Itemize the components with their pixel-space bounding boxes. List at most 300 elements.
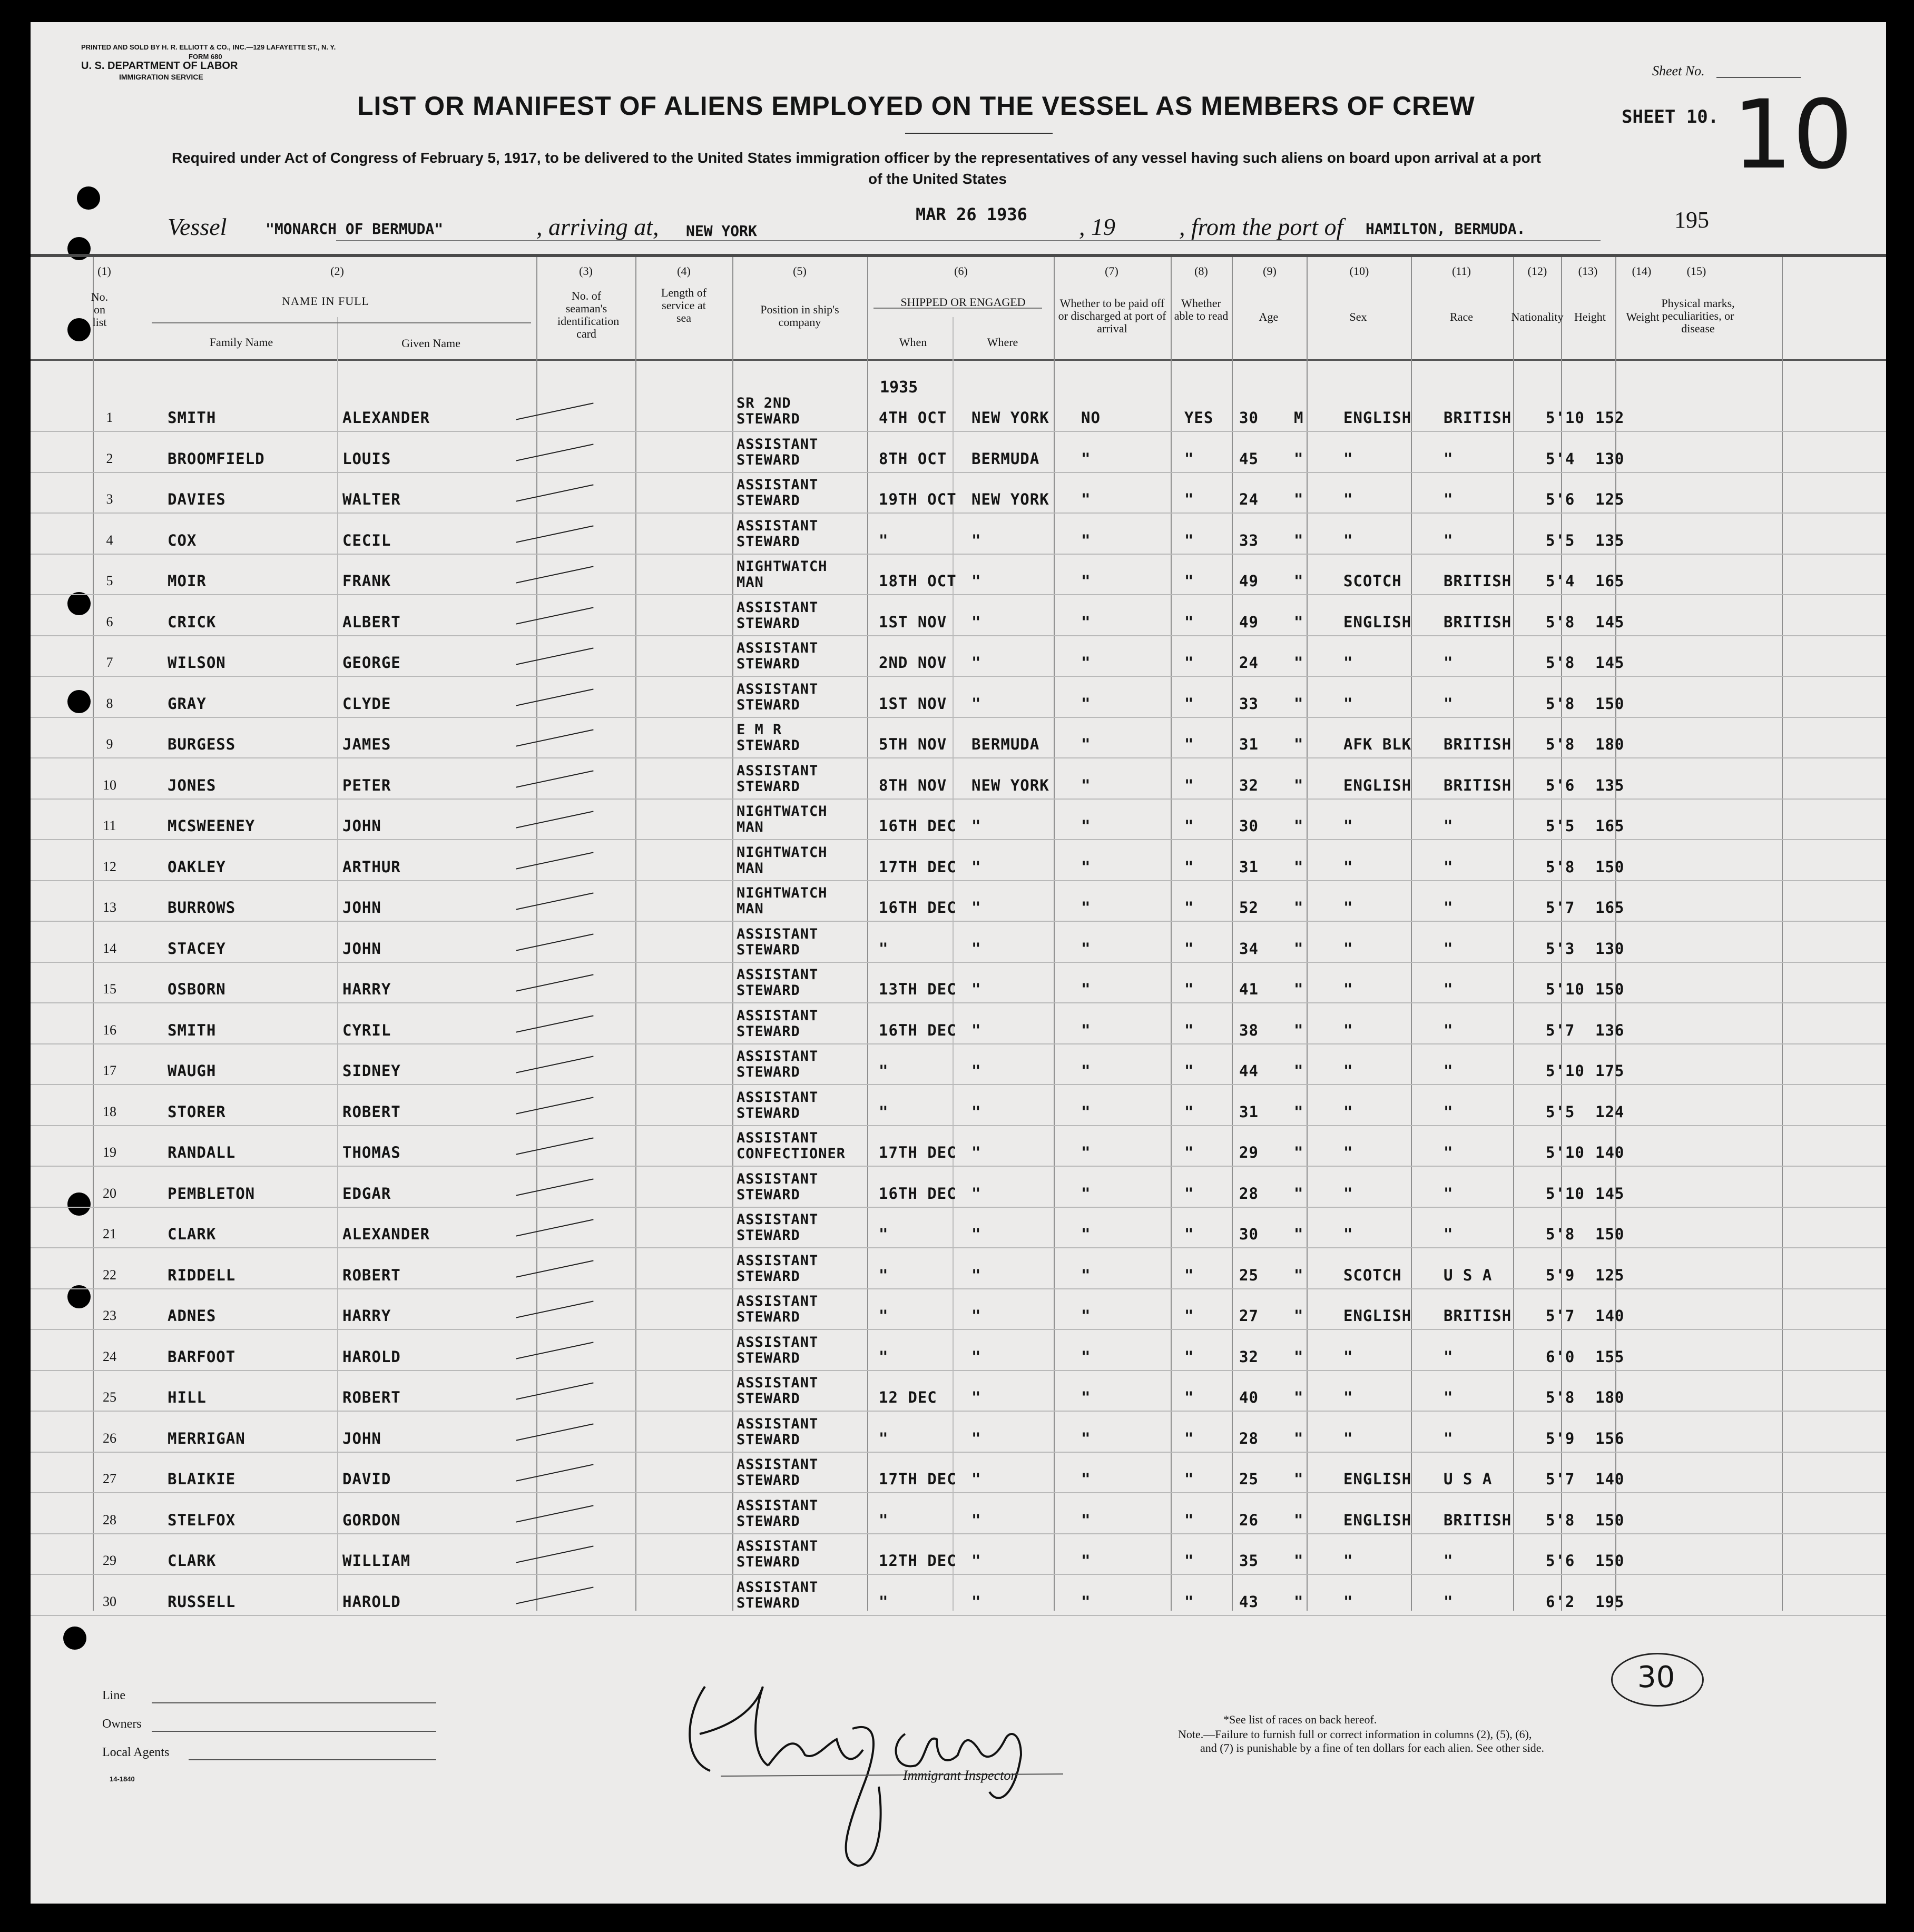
age: 49 [1239, 572, 1259, 590]
paid-off: " [1081, 1307, 1091, 1325]
row-rule [31, 1166, 1886, 1167]
row-number: 4 [106, 532, 113, 548]
race: " [1343, 899, 1353, 916]
race: ENGLISH [1343, 1307, 1412, 1325]
shipped-where: " [971, 1021, 981, 1039]
shipped-where: " [971, 980, 981, 998]
col-num-11: (11) [1452, 264, 1471, 278]
race: " [1343, 980, 1353, 998]
nationality: " [1444, 817, 1454, 835]
sex: " [1294, 817, 1304, 835]
shipped-when: " [879, 1347, 889, 1366]
height: 5'5 [1546, 817, 1575, 835]
age: 24 [1239, 654, 1259, 672]
paid-off: " [1081, 857, 1091, 876]
shipped-when: 17TH DEC [879, 857, 957, 876]
row-rule [31, 962, 1886, 963]
header-position: Position in ship's company [760, 303, 839, 329]
position-line1: ASSISTANT [737, 640, 819, 656]
able-to-read: " [1184, 531, 1194, 549]
row-rule [31, 1615, 1886, 1616]
race: " [1343, 1102, 1353, 1121]
col-divider [536, 257, 537, 1611]
age: 31 [1239, 735, 1259, 753]
row-number: 21 [103, 1226, 116, 1241]
nationality: BRITISH [1444, 776, 1512, 794]
local-agents-label: Local Agents [102, 1746, 170, 1759]
shipped-when: " [879, 939, 889, 958]
weight: 140 [1595, 1144, 1625, 1161]
year-note: 1935 [880, 378, 918, 397]
shipped-where: " [971, 1511, 981, 1529]
height: 5'8 [1546, 857, 1575, 876]
family-name: RANDALL [168, 1144, 236, 1161]
nationality: " [1444, 1592, 1454, 1611]
height: 5'10 [1546, 1062, 1585, 1080]
paid-off: " [1081, 817, 1091, 835]
shipped-where: " [971, 694, 981, 713]
able-to-read: " [1184, 980, 1194, 998]
paid-off: " [1081, 939, 1091, 958]
row-rule [31, 1207, 1886, 1208]
position-line1: ASSISTANT [737, 1211, 819, 1228]
able-to-read: " [1184, 449, 1194, 468]
shipped-when: 16TH DEC [879, 1184, 957, 1202]
given-name: HARRY [342, 980, 391, 998]
weight: 165 [1595, 817, 1625, 835]
row-number: 20 [103, 1185, 116, 1201]
department-name: U. S. DEPARTMENT OF LABOR [81, 60, 238, 72]
row-rule [31, 1492, 1886, 1493]
family-name: SMITH [168, 409, 217, 427]
position-line2: STEWARD [737, 533, 800, 550]
nationality: " [1444, 1102, 1454, 1121]
position-line2: STEWARD [737, 1105, 800, 1121]
paid-off: " [1081, 1511, 1091, 1529]
shipped-where: " [971, 654, 981, 672]
row-rule [31, 839, 1886, 840]
row-number: 11 [103, 818, 116, 833]
sex: " [1294, 1388, 1304, 1406]
given-name: CYRIL [342, 1021, 391, 1039]
row-rule [31, 554, 1886, 555]
col-num-1: (1) [97, 264, 111, 278]
race: " [1343, 1552, 1353, 1570]
paid-off: " [1081, 1225, 1091, 1243]
row-rule [31, 799, 1886, 800]
position-line1: ASSISTANT [737, 1375, 819, 1391]
sex: " [1294, 980, 1304, 998]
given-name: ALEXANDER [342, 409, 430, 427]
shipped-where: " [971, 939, 981, 958]
race: " [1343, 531, 1353, 549]
position-line2: STEWARD [737, 615, 800, 632]
header-able-read: Whether able to read [1174, 297, 1229, 322]
weight: 130 [1595, 939, 1625, 958]
id-card-dash-mark [516, 688, 593, 706]
weight: 150 [1595, 1511, 1625, 1529]
sheet-handwritten: 10 [1732, 80, 1853, 190]
sex: " [1294, 1266, 1304, 1284]
id-card-dash-mark [516, 852, 593, 869]
position-line1: NIGHTWATCH [737, 844, 828, 861]
family-name: CRICK [168, 613, 217, 631]
position-line1: E M R [737, 722, 782, 738]
able-to-read: " [1184, 1266, 1194, 1284]
position-line2: STEWARD [737, 1391, 800, 1407]
sex: " [1294, 1021, 1304, 1039]
sex: " [1294, 1429, 1304, 1447]
family-name: COX [168, 531, 197, 549]
age: 24 [1239, 490, 1259, 508]
weight: 145 [1595, 613, 1625, 631]
departure-port: HAMILTON, BERMUDA. [1366, 220, 1526, 238]
shipped-where: " [971, 613, 981, 631]
position-line2: STEWARD [737, 1064, 800, 1080]
family-name: OSBORN [168, 980, 226, 998]
col-divider [1232, 257, 1233, 1611]
shipped-where: NEW YORK [971, 409, 1049, 427]
position-line1: ASSISTANT [737, 762, 819, 779]
shipped-when: 16TH DEC [879, 899, 957, 916]
position-line2: STEWARD [737, 1349, 800, 1366]
shipped-when: 8TH OCT [879, 449, 947, 468]
shipped-when: 18TH OCT [879, 572, 957, 590]
row-rule [31, 635, 1886, 636]
id-card-dash-mark [516, 484, 593, 501]
age: 30 [1239, 817, 1259, 835]
immigrant-inspector-label: Immigrant Inspector [903, 1768, 1016, 1783]
nationality: " [1444, 939, 1454, 958]
sheet-no-label: Sheet No. [1652, 63, 1705, 78]
row-number: 30 [103, 1593, 116, 1609]
row-number: 13 [103, 900, 116, 915]
arriving-label: , arriving at, [536, 213, 659, 240]
paid-off: " [1081, 1144, 1091, 1161]
penalty-note-line2: and (7) is punishable by a fine of ten dollars for each alien. See other side. [1200, 1741, 1545, 1754]
weight: 130 [1595, 449, 1625, 468]
col-divider [732, 257, 733, 1611]
position-line2: CONFECTIONER [737, 1146, 846, 1162]
row-rule [31, 1574, 1886, 1575]
age: 25 [1239, 1266, 1259, 1284]
date-stamp: MAR 26 1936 [916, 204, 1027, 224]
age: 31 [1239, 1102, 1259, 1121]
height: 5'8 [1546, 613, 1575, 631]
arriving-port: NEW YORK [686, 222, 757, 240]
family-name: BLAIKIE [168, 1470, 236, 1488]
col-num-2: (2) [330, 264, 344, 278]
col-num-15: (15) [1686, 264, 1706, 278]
nationality: " [1444, 654, 1454, 672]
able-to-read: " [1184, 1307, 1194, 1325]
subtitle-line1: Required under Act of Congress of February 5, 1917, to be delivered to the United States immigration officer by the representatives of any vessel having such aliens on board upon arrival at a port [172, 150, 1541, 166]
page-title: LIST OR MANIFEST OF ALIENS EMPLOYED ON THE VESSEL AS MEMBERS OF CREW [357, 91, 1475, 121]
header-bottom-rule [31, 359, 1886, 361]
row-number: 2 [106, 450, 113, 466]
height: 5'8 [1546, 654, 1575, 672]
height: 6'0 [1546, 1347, 1575, 1366]
position-line2: STEWARD [737, 1309, 800, 1325]
position-line1: ASSISTANT [737, 925, 819, 942]
row-rule [31, 1002, 1886, 1003]
header-shipped: SHIPPED OR ENGAGED [900, 295, 1026, 309]
given-name: JOHN [342, 939, 381, 958]
sheet-no-rule [1716, 77, 1801, 78]
given-name: ROBERT [342, 1266, 401, 1284]
col-num-10: (10) [1349, 264, 1369, 278]
given-name: ROBERT [342, 1388, 401, 1406]
col-divider [1513, 257, 1514, 1611]
family-name: MOIR [168, 572, 207, 590]
from-port-label: , from the port of [1179, 213, 1343, 240]
row-number: 19 [103, 1145, 116, 1160]
race: " [1343, 1144, 1353, 1161]
weight: 150 [1595, 694, 1625, 713]
family-name: BURROWS [168, 899, 236, 916]
form-number: FORM 680 [189, 53, 222, 61]
nationality: " [1444, 449, 1454, 468]
shipped-where: " [971, 1307, 981, 1325]
id-card-dash-mark [516, 1097, 593, 1114]
position-line2: STEWARD [737, 411, 800, 427]
nationality: " [1444, 1062, 1454, 1080]
sex: " [1294, 572, 1304, 590]
height: 5'5 [1546, 1102, 1575, 1121]
row-number: 23 [103, 1308, 116, 1323]
shipped-where: " [971, 1470, 981, 1488]
height: 5'7 [1546, 1021, 1575, 1039]
row-number: 16 [103, 1022, 116, 1038]
position-line2: STEWARD [737, 696, 800, 713]
nationality: BRITISH [1444, 1307, 1512, 1325]
col-num-6: (6) [954, 264, 968, 278]
position-line1: ASSISTANT [737, 1089, 819, 1106]
line-label: Line [102, 1689, 125, 1702]
race: " [1343, 1592, 1353, 1611]
owners-label: Owners [102, 1717, 142, 1731]
shipped-when: " [879, 1062, 889, 1080]
nationality: BRITISH [1444, 735, 1512, 753]
nationality: " [1444, 980, 1454, 998]
paid-off: " [1081, 449, 1091, 468]
given-name: SIDNEY [342, 1062, 401, 1080]
family-name: CLARK [168, 1225, 217, 1243]
nationality: " [1444, 857, 1454, 876]
sex: " [1294, 1062, 1304, 1080]
row-rule [31, 594, 1886, 595]
punch-hole [67, 690, 91, 713]
nationality: " [1444, 531, 1454, 549]
shipped-where: " [971, 572, 981, 590]
able-to-read: " [1184, 490, 1194, 508]
age: 28 [1239, 1184, 1259, 1202]
race: SCOTCH [1343, 572, 1402, 590]
id-card-dash-mark [516, 892, 593, 910]
given-name: GEORGE [342, 654, 401, 672]
shipped-when: 13TH DEC [879, 980, 957, 998]
shipped-when: " [879, 1429, 889, 1447]
shipped-when: " [879, 1592, 889, 1611]
sheet-typed: SHEET 10. [1622, 106, 1719, 127]
id-card-dash-mark [516, 1219, 593, 1236]
sex: " [1294, 1511, 1304, 1529]
row-rule [31, 472, 1886, 473]
weight: 175 [1595, 1062, 1625, 1080]
position-line1: ASSISTANT [737, 1579, 819, 1595]
age: 38 [1239, 1021, 1259, 1039]
race: AFK BLK [1343, 735, 1412, 753]
title-rule [905, 133, 1053, 134]
sex: " [1294, 899, 1304, 916]
shipped-when: " [879, 531, 889, 549]
races-note: *See list of races on back hereof. [1223, 1713, 1377, 1726]
col-num-7: (7) [1105, 264, 1118, 278]
paid-off: " [1081, 1266, 1091, 1284]
able-to-read: " [1184, 1021, 1194, 1039]
col-divider [953, 317, 954, 1611]
height: 5'10 [1546, 1144, 1585, 1161]
nationality: BRITISH [1444, 409, 1512, 427]
row-number: 3 [106, 491, 113, 507]
paid-off: " [1081, 899, 1091, 916]
height: 5'7 [1546, 899, 1575, 916]
id-card-dash-mark [516, 525, 593, 543]
height: 5'7 [1546, 1470, 1575, 1488]
paid-off: " [1081, 1062, 1091, 1080]
position-line2: STEWARD [737, 1227, 800, 1244]
header-family-name: Family Name [209, 336, 273, 349]
sex: M [1294, 409, 1304, 427]
position-line2: MAN [737, 901, 764, 917]
family-name: SMITH [168, 1021, 217, 1039]
id-card-dash-mark [516, 647, 593, 665]
position-line2: STEWARD [737, 941, 800, 958]
age: 29 [1239, 1144, 1259, 1161]
col-divider [635, 257, 636, 1611]
age: 35 [1239, 1552, 1259, 1570]
col-divider [1307, 257, 1308, 1611]
shipped-when: 8TH NOV [879, 776, 947, 794]
col-num-8: (8) [1194, 264, 1208, 278]
header-height: Height [1574, 310, 1606, 323]
header-when: When [899, 336, 927, 349]
weight: 140 [1595, 1470, 1625, 1488]
given-name: GORDON [342, 1511, 401, 1529]
weight: 125 [1595, 490, 1625, 508]
given-name: PETER [342, 776, 391, 794]
weight: 165 [1595, 572, 1625, 590]
weight: 150 [1595, 1225, 1625, 1243]
given-name: WILLIAM [342, 1552, 411, 1570]
race: ENGLISH [1343, 409, 1412, 427]
race: " [1343, 1388, 1353, 1406]
age: 27 [1239, 1307, 1259, 1325]
position-line2: STEWARD [737, 1268, 800, 1285]
age: 31 [1239, 857, 1259, 876]
able-to-read: " [1184, 1470, 1194, 1488]
sex: " [1294, 939, 1304, 958]
header-given-name: Given Name [401, 337, 460, 350]
col-divider [1054, 257, 1055, 1611]
age: 49 [1239, 613, 1259, 631]
col-num-3: (3) [579, 264, 593, 278]
race: ENGLISH [1343, 613, 1412, 631]
given-name: CLYDE [342, 694, 391, 713]
position-line2: STEWARD [737, 1472, 800, 1489]
height: 5'8 [1546, 1511, 1575, 1529]
shipped-when: " [879, 1102, 889, 1121]
family-name: WAUGH [168, 1062, 217, 1080]
id-card-dash-mark [516, 770, 593, 787]
weight: 145 [1595, 654, 1625, 672]
id-card-dash-mark [516, 729, 593, 746]
position-line2: STEWARD [737, 1513, 800, 1530]
given-name: ARTHUR [342, 857, 401, 876]
age: 41 [1239, 980, 1259, 998]
position-line1: NIGHTWATCH [737, 558, 828, 575]
position-line2: STEWARD [737, 451, 800, 468]
shipped-when: 4TH OCT [879, 409, 947, 427]
able-to-read: " [1184, 694, 1194, 713]
family-name: ADNES [168, 1307, 217, 1325]
family-name: BURGESS [168, 735, 236, 753]
given-name: HARRY [342, 1307, 391, 1325]
age: 33 [1239, 694, 1259, 713]
family-name: MERRIGAN [168, 1429, 246, 1447]
paid-off: " [1081, 1429, 1091, 1447]
position-line2: MAN [737, 860, 764, 876]
row-rule [31, 880, 1886, 881]
position-line1: ASSISTANT [737, 1497, 819, 1514]
shipped-where: " [971, 1388, 981, 1406]
row-number: 22 [103, 1267, 116, 1283]
weight: 150 [1595, 1552, 1625, 1570]
col-num-5: (5) [793, 264, 807, 278]
col-num-12: (12) [1527, 264, 1547, 278]
height: 6'2 [1546, 1592, 1575, 1611]
table-top-rule [31, 254, 1886, 257]
position-line2: MAN [737, 819, 764, 835]
punch-hole [77, 186, 100, 210]
shipped-when: 19TH OCT [879, 490, 957, 508]
subtitle-line2: of the United States [868, 171, 1007, 187]
header-age: Age [1259, 310, 1279, 323]
weight: 136 [1595, 1021, 1625, 1039]
shipped-when: 12TH DEC [879, 1552, 957, 1570]
shipped-when: 1ST NOV [879, 694, 947, 713]
position-line2: STEWARD [737, 492, 800, 509]
position-line1: ASSISTANT [737, 436, 819, 452]
printer-imprint: PRINTED AND SOLD BY H. R. ELLIOTT & CO., INC.—129 LAFAYETTE ST., N. Y. [81, 43, 336, 51]
row-rule [31, 1411, 1886, 1412]
sex: " [1294, 1144, 1304, 1161]
able-to-read: " [1184, 1429, 1194, 1447]
race: " [1343, 654, 1353, 672]
sex: " [1294, 1470, 1304, 1488]
paid-off: " [1081, 490, 1091, 508]
paid-off: " [1081, 1388, 1091, 1406]
row-number: 8 [106, 695, 113, 711]
age: 32 [1239, 776, 1259, 794]
punch-hole [67, 592, 91, 615]
row-number: 1 [106, 410, 113, 425]
family-name: OAKLEY [168, 857, 226, 876]
age: 44 [1239, 1062, 1259, 1080]
weight: 140 [1595, 1307, 1625, 1325]
nationality: " [1444, 1388, 1454, 1406]
header-id-card: No. of seaman's identification card [557, 289, 620, 340]
